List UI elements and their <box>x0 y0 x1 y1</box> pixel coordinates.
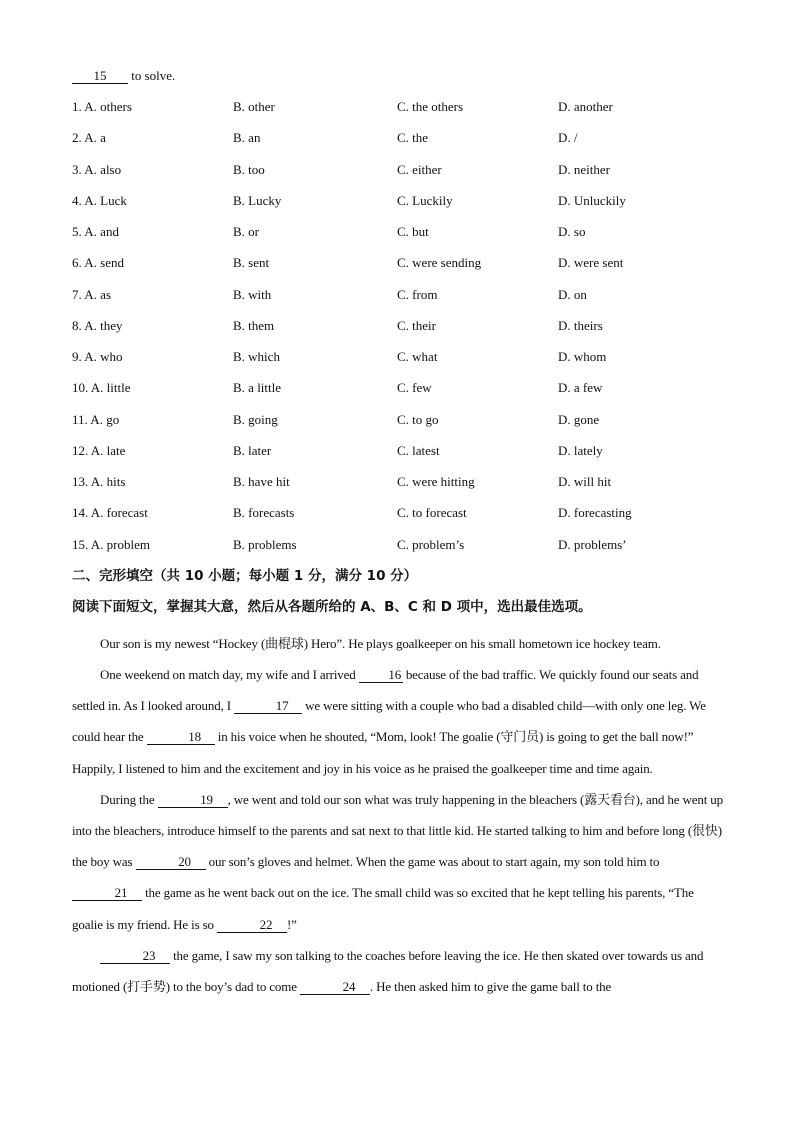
option-a: 4. A. Luck <box>72 192 127 208</box>
option-d: D. were sent <box>558 255 624 271</box>
option-a: 5. A. and <box>72 224 119 239</box>
option-b: B. with <box>233 286 272 302</box>
option-row-11 <box>72 410 724 441</box>
option-a: 10. A. little <box>72 380 131 396</box>
blank-23: 23 <box>100 949 170 964</box>
paragraph-text: !” <box>286 916 297 932</box>
continuation-text: to solve. <box>128 68 176 83</box>
option-d: D. will hit <box>558 474 612 489</box>
blank-18: 18 <box>147 730 215 745</box>
option-row-14 <box>72 503 724 534</box>
option-a: 7. A. as <box>72 286 111 302</box>
option-b: B. sent <box>233 255 270 271</box>
option-c: C. problem’s <box>397 536 465 552</box>
option-c: C. to go <box>397 411 439 427</box>
blank-20: 20 <box>136 855 206 870</box>
option-row-8 <box>72 316 724 347</box>
paragraph-text: , we went and told our son what was truly happening in the bleachers (露天看台), and he went up into the bleachers, introduce himself to the parents and sat next to that little kid. He started talking to him and before long (很快) the boy was <box>72 791 723 870</box>
option-row-1 <box>72 97 724 128</box>
passage-paragraph-3 <box>72 784 724 940</box>
option-row-12 <box>72 441 724 472</box>
option-d: D. / <box>558 130 578 146</box>
paragraph-text: our son’s gloves and helmet. When the game was about to start again, my son told him to <box>205 854 660 870</box>
option-c: C. either <box>397 161 442 177</box>
paragraph-text: the game, I saw my son talking to the coaches before leaving the ice. He then skated over towards us and motioned (打手势) to the boy’s dad to come <box>72 947 704 994</box>
section-instruction: 阅读下面短文，掌握其大意，然后从各题所给的 A、B、C 和 D 项中，选出最佳选项。 <box>72 598 592 615</box>
option-row-6 <box>72 253 724 284</box>
blank-16: 16 <box>359 668 403 683</box>
option-b: B. have hit <box>233 474 290 489</box>
option-row-15 <box>72 535 724 566</box>
option-d: D. neither <box>558 161 610 177</box>
option-d: D. problems’ <box>558 536 627 552</box>
option-c: C. Luckily <box>397 192 453 208</box>
option-a: 1. A. others <box>72 99 132 114</box>
option-c: C. the others <box>397 99 464 114</box>
passage-paragraph-1 <box>72 628 724 659</box>
blank-19: 19 <box>158 793 228 808</box>
option-d: D. so <box>558 224 586 239</box>
paragraph-text: because of the bad traffic. We quickly found our seats and settled in. As I looked around, I <box>72 666 699 714</box>
option-b: B. an <box>233 130 261 146</box>
option-c: C. from <box>397 286 438 302</box>
option-c: C. few <box>397 380 432 396</box>
option-a: 9. A. who <box>72 349 123 364</box>
paragraph-text: Our son is my newest “Hockey (曲棍球) Hero”. He plays goalkeeper on his small hometown ice hockey team. <box>100 635 661 651</box>
option-row-2 <box>72 128 724 159</box>
option-c: C. to forecast <box>397 505 467 521</box>
paragraph-text: During the <box>100 791 158 807</box>
answer-options <box>72 97 724 566</box>
option-a: 13. A. hits <box>72 474 126 489</box>
option-a: 12. A. late <box>72 442 126 458</box>
paragraph-text: . He then asked him to give the game ball to the <box>369 978 612 994</box>
option-c: C. the <box>397 130 429 146</box>
paragraph-text: the game as he went back out on the ice. The small child was so excited that he kept telling his parents, “The goalie is my friend. He is so <box>72 885 694 932</box>
option-row-5 <box>72 222 724 253</box>
option-b: B. problems <box>233 536 297 552</box>
section-title: 二、完形填空（共 10 小题；每小题 1 分，满分 10 分） <box>72 567 418 584</box>
option-row-4 <box>72 191 724 222</box>
option-row-3 <box>72 160 724 191</box>
passage-paragraph-2 <box>72 659 724 784</box>
option-a: 6. A. send <box>72 255 124 271</box>
option-d: D. a few <box>558 380 603 396</box>
option-b: B. which <box>233 349 280 364</box>
paragraph-text: One weekend on match day, my wife and I arrived <box>100 666 359 682</box>
document-page <box>72 66 724 1002</box>
option-d: D. on <box>558 286 587 302</box>
option-a: 11. A. go <box>72 411 120 427</box>
option-b: B. later <box>233 442 272 458</box>
option-d: D. theirs <box>558 317 603 333</box>
option-b: B. them <box>233 317 275 333</box>
passage-paragraph-4 <box>72 940 724 1002</box>
blank-21: 21 <box>72 886 142 901</box>
option-b: B. going <box>233 411 278 427</box>
continuation-line <box>72 66 724 86</box>
option-a: 8. A. they <box>72 317 123 333</box>
paragraph-text: we were sitting with a couple who bad a disabled child—with only one leg. We could hear the <box>72 698 706 745</box>
blank-17: 17 <box>234 699 302 714</box>
option-a: 3. A. also <box>72 161 122 177</box>
option-row-13 <box>72 472 724 503</box>
option-d: D. forecasting <box>558 505 632 521</box>
option-d: D. another <box>558 99 613 114</box>
option-b: B. too <box>233 161 265 177</box>
option-c: C. their <box>397 317 436 333</box>
option-c: C. but <box>397 224 429 239</box>
cloze-passage <box>72 628 724 1002</box>
option-b: B. other <box>233 99 275 114</box>
option-a: 14. A. forecast <box>72 505 148 521</box>
option-b: B. forecasts <box>233 505 295 521</box>
option-c: C. were sending <box>397 255 482 271</box>
option-c: C. were hitting <box>397 474 475 489</box>
option-b: B. a little <box>233 380 282 396</box>
option-a: 2. A. a <box>72 130 106 146</box>
paragraph-text: in his voice when he shouted, “Mom, look! The goalie (守门员) is going to get the ball now!” Happily, I listened to him and the excitement and joy in his voice as he praised the goalkeeper time and time again. <box>72 729 694 776</box>
option-a: 15. A. problem <box>72 536 150 552</box>
blank-15: 15 <box>72 69 128 84</box>
option-row-7 <box>72 285 724 316</box>
option-d: D. Unluckily <box>558 192 626 208</box>
option-c: C. what <box>397 349 438 364</box>
blank-24: 24 <box>300 980 370 995</box>
option-d: D. whom <box>558 349 607 364</box>
blank-22: 22 <box>217 918 287 933</box>
option-b: B. Lucky <box>233 192 282 208</box>
option-d: D. gone <box>558 411 600 427</box>
option-c: C. latest <box>397 442 440 458</box>
option-b: B. or <box>233 224 259 239</box>
option-d: D. lately <box>558 442 603 458</box>
option-row-10 <box>72 378 724 409</box>
option-row-9 <box>72 347 724 378</box>
